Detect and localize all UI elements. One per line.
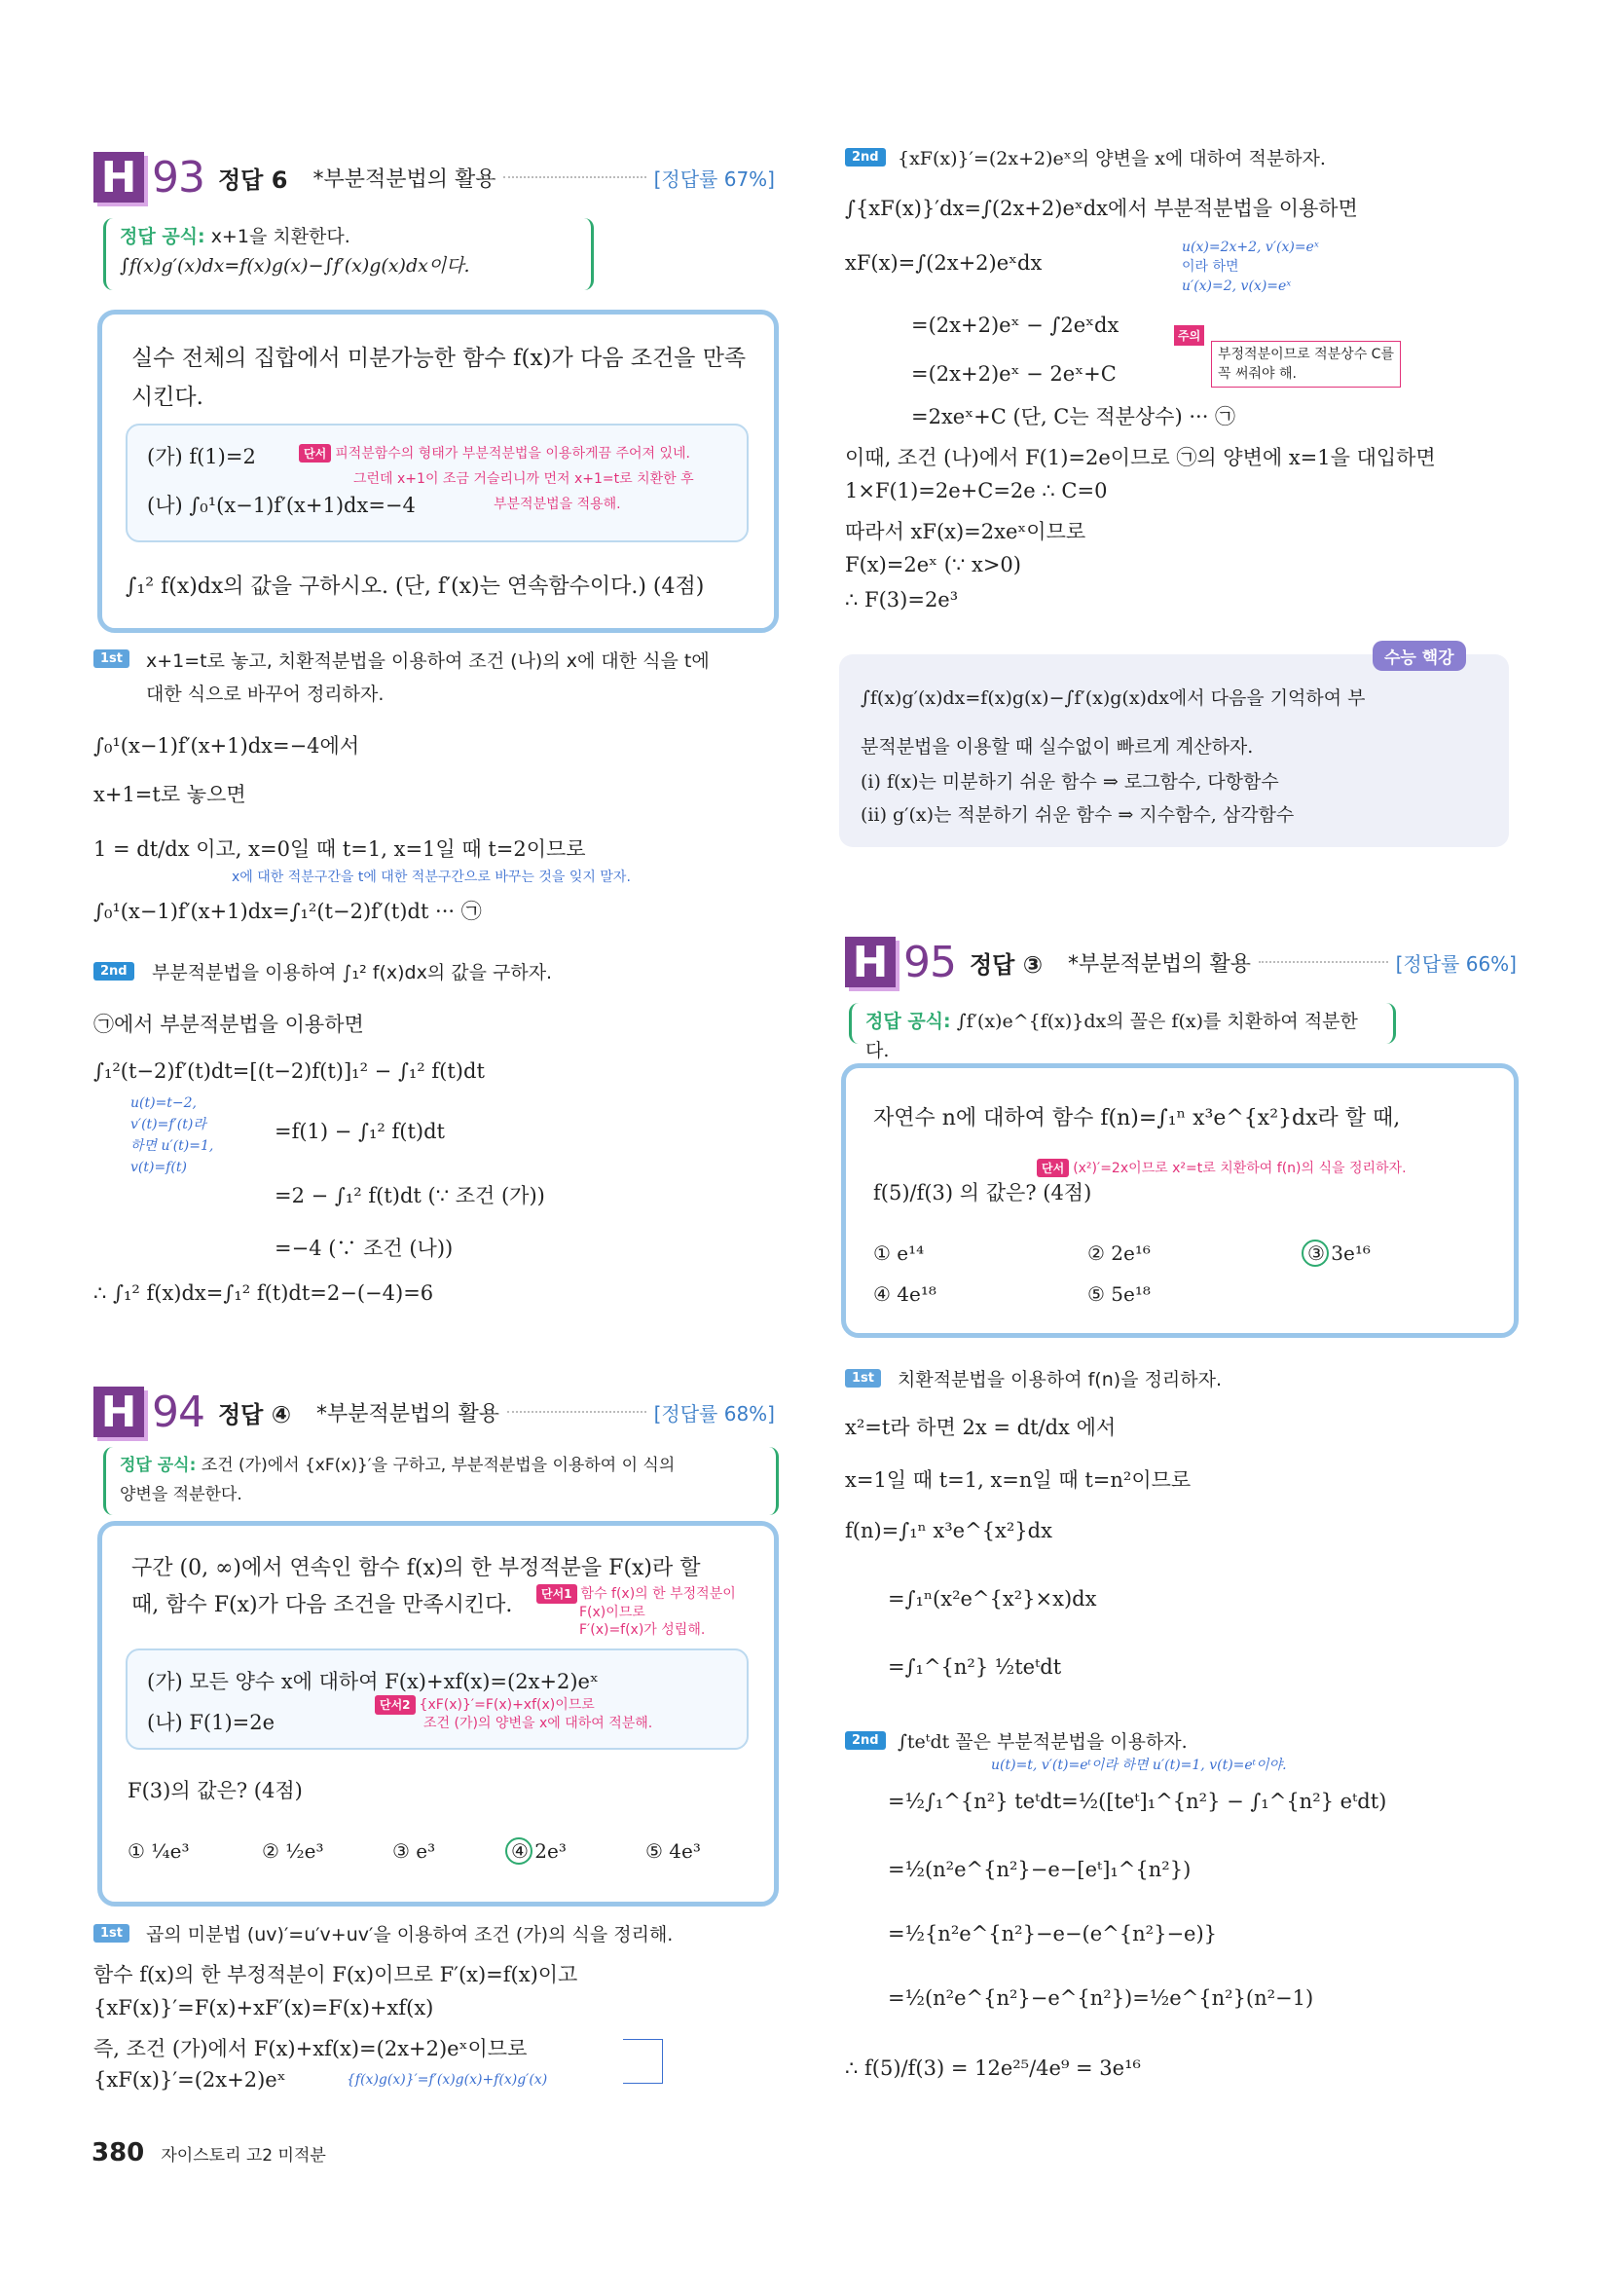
h94-formula-label: 정답 공식: (120, 1456, 197, 1475)
h93-cond-na: (나) ∫₀¹(x−1)f′(x+1)dx=−4 (147, 494, 416, 517)
h94-rate: [정답률 68%] (653, 1401, 775, 1426)
h95-step2-tag: 2nd (845, 1731, 886, 1750)
h93-question: ∫₁² f(x)dx의 값을 구하시오. (단, f′(x)는 연속함수이다.) (4점) (126, 574, 705, 599)
exam-tip-line-4: (ⅱ) g′(x)는 적분하기 쉬운 함수 ⇒ 지수함수, 삼각함수 (861, 804, 1295, 826)
h93-step2-tag: 2nd (93, 962, 134, 981)
exam-tip-line-1: ∫f(x)g′(x)dx=f(x)g(x)−∫f′(x)g(x)dx에서 다음을 기억하여 부 (861, 687, 1366, 709)
h93-sol-4: ∫₀¹(x−1)f′(x+1)dx=∫₁²(t−2)f′(t)dt ··· ㉠ (93, 900, 482, 923)
h94-hint2 (375, 1695, 652, 1732)
h93-hint-2: 그런데 x+1이 조금 거슬리니까 먼저 x+1=t로 치환한 후 (353, 471, 694, 487)
h94-choice-3[interactable]: ③ e³ (392, 1839, 436, 1863)
h94-sol-4: {xF(x)}′=(2x+2)eˣ (93, 2068, 286, 2092)
h93-hint-text-1: 피적분함수의 형태가 부분적분법을 이용하게끔 주어져 있네. (335, 446, 690, 462)
h93-number: 93 (152, 152, 204, 203)
h94-r2-note-2: 이라 하면 (1182, 259, 1239, 275)
h94-sol-3: 즉, 조건 (가)에서 F(x)+xf(x)=(2x+2)eˣ이므로 (93, 2037, 528, 2060)
h95-choice-4[interactable]: ④ 4e¹⁸ (873, 1282, 936, 1306)
h95-sol-5: =∫₁^{n²} ½teᵗdt (888, 1655, 1062, 1679)
h95-formula-box (849, 1003, 1396, 1061)
h94-sol-r5: =2xeˣ+C (단, C는 적분상수) ··· ㉠ (911, 405, 1236, 428)
h93-sol-6: ∫₁²(t−2)f′(t)dt=[(t−2)f(t)]₁² − ∫₁² f(t)dt (93, 1059, 485, 1083)
h95-sol-6-note: u(t)=t, v′(t)=eᵗ이라 하면 u′(t)=1, v(t)=eᵗ이야. (991, 1758, 1287, 1773)
h94-caution-tag: 주의 (1174, 325, 1204, 346)
h93-note-line-1: u(t)=t−2, (130, 1095, 198, 1111)
h95-badge: H (845, 937, 896, 987)
h94-r2-note-3: u′(x)=2, v(x)=eˣ (1182, 278, 1292, 294)
h94-number: 94 (152, 1387, 204, 1437)
exam-tip-line-3: (ⅰ) f(x)는 미분하기 쉬운 함수 ⇒ 로그함수, 다항함수 (861, 771, 1279, 793)
h93-sol-2: x+1=t로 놓으면 (93, 783, 246, 806)
h94-caution-line-1: 부정적분이므로 적분상수 C를 (1218, 347, 1394, 362)
h93-problem-box (97, 310, 779, 633)
h94-cond-ga: (가) 모든 양수 x에 대하여 F(x)+xf(x)=(2x+2)eˣ (147, 1670, 599, 1693)
h95-choice-2[interactable]: ② 2e¹⁶ (1087, 1241, 1151, 1265)
h95-choice-5[interactable]: ⑤ 5e¹⁸ (1087, 1282, 1151, 1306)
h95-sol-6: =½∫₁^{n²} teᵗdt=½([teᵗ]₁^{n²} − ∫₁^{n²} eᵗdt) (888, 1790, 1387, 1813)
h93-sol-3: 1 = dt/dx 이고, x=0일 때 t=1, x=1일 때 t=2이므로 (93, 837, 586, 861)
h95-problem-text-1: 자연수 n에 대하여 함수 f(n)=∫₁ⁿ x³e^{x²}dx라 할 때, (873, 1106, 1401, 1130)
h93-problem-text-2: 시킨다. (131, 385, 203, 410)
h94-choice-4-label: ④ 2e³ (511, 1839, 567, 1863)
h93-hint-tag: 단서 (299, 444, 331, 463)
h94-leader-dots (507, 1411, 646, 1413)
h94-caution-line-2: 꼭 써줘야 해. (1218, 366, 1297, 382)
h94-answer-mark (505, 1837, 532, 1865)
h94-sol-2: {xF(x)}′=F(x)+xF′(x)=F(x)+xf(x) (93, 1996, 434, 2019)
h95-sol-7: =½(n²e^{n²}−e−[eᵗ]₁^{n²}) (888, 1858, 1192, 1881)
h95-formula-label: 정답 공식: (865, 1011, 951, 1032)
h94-sol-4-note: {f(x)g(x)}′=f′(x)g(x)+f(x)g′(x) (347, 2072, 548, 2088)
h94-caution-box (1211, 341, 1401, 388)
h94-question: F(3)의 값은? (4점) (128, 1779, 303, 1802)
h94-problem-text-2: 때, 함수 F(x)가 다음 조건을 만족시킨다. (131, 1593, 513, 1617)
h94-sol-r2: xF(x)=∫(2x+2)eˣdx (845, 251, 1043, 275)
h94-r2-note-1: u(x)=2x+2, v′(x)=eˣ (1182, 240, 1319, 255)
h93-formula-1: x+1을 치환한다. (210, 226, 350, 247)
h94-choice-4[interactable] (511, 1839, 567, 1863)
h95-sol-4: =∫₁ⁿ(x²e^{x²}×x)dx (888, 1587, 1097, 1611)
h93-answer: 정답 6 (218, 166, 288, 194)
h93-sol-7: =f(1) − ∫₁² f(t)dt (275, 1120, 445, 1143)
h95-hint-text: (x²)′=2x이므로 x²=t로 치환하여 f(n)의 식을 정리하자. (1073, 1161, 1407, 1176)
h94-sol-r8: 따라서 xF(x)=2xeˣ이므로 (845, 520, 1086, 543)
h93-note-line-3: 하면 u′(t)=1, (130, 1138, 214, 1154)
h94-hint1-line-1: 함수 f(x)의 한 부정적분이 (580, 1586, 736, 1602)
h94-hint1 (536, 1584, 736, 1639)
h94-header (93, 1383, 775, 1441)
h94-hint2-line-1: {xF(x)}′=F(x)+xf(x)이므로 (419, 1697, 595, 1713)
h95-hint (1037, 1158, 1407, 1177)
h94-cond-na: (나) F(1)=2e (147, 1711, 275, 1734)
h95-leader-dots (1259, 961, 1388, 963)
h94-step2-tag: 2nd (845, 148, 886, 167)
h93-formula-label: 정답 공식: (120, 226, 205, 247)
h94-problem-text-1: 구간 (0, ∞)에서 연속인 함수 f(x)의 한 부정적분을 F(x)라 할 (131, 1556, 701, 1580)
h95-header (845, 933, 1517, 991)
h93-hint-3: 부분적분법을 적용해. (494, 497, 621, 512)
h93-badge: H (93, 152, 144, 203)
h95-rate: [정답률 66%] (1395, 951, 1517, 976)
h95-sol-10: ∴ f(5)/f(3) = 12e²⁵/4e⁹ = 3e¹⁶ (845, 2056, 1141, 2080)
page-number: 380 (92, 2138, 145, 2167)
page-footer (92, 2138, 326, 2167)
h93-sol-5: ㉠에서 부분적분법을 이용하면 (93, 1013, 364, 1036)
h94-choice-1[interactable]: ① ¼e³ (128, 1839, 190, 1863)
h93-formula-box (103, 218, 594, 290)
h95-sol-3: f(n)=∫₁ⁿ x³e^{x²}dx (845, 1519, 1052, 1542)
h94-sol-r7: 1×F(1)=2e+C=2e ∴ C=0 (845, 479, 1108, 502)
h95-hint-tag: 단서 (1037, 1159, 1069, 1177)
h93-note-line-4: v(t)=f(t) (130, 1160, 187, 1175)
h95-answer-mark (1302, 1240, 1329, 1267)
h94-formula-1: 조건 (가)에서 {xF(x)}′을 구하고, 부분적분법을 이용하여 이 식의 (201, 1456, 676, 1475)
h95-number: 95 (903, 937, 956, 987)
h94-formula-2: 양변을 적분한다. (120, 1485, 242, 1504)
h93-hint-1 (299, 443, 690, 463)
h94-step1-tag: 1st (93, 1924, 129, 1943)
h93-sol-3-note: x에 대한 적분구간을 t에 대한 적분구간으로 바꾸는 것을 잊지 말자. (232, 870, 631, 885)
exam-tip-tag: 수능 핵강 (1373, 641, 1466, 671)
h94-sol-r1: ∫{xF(x)}′dx=∫(2x+2)eˣdx에서 부분적분법을 이용하면 (845, 197, 1358, 220)
h94-sol-r4: =(2x+2)eˣ − 2eˣ+C (911, 362, 1117, 386)
h95-formula-1: ∫f′(x)e^{f(x)}dx의 꼴은 f(x)를 치환하여 적분한다. (865, 1011, 1358, 1061)
h94-answer: 정답 ④ (218, 1400, 292, 1428)
h94-sol-r6: 이때, 조건 (나)에서 F(1)=2e이므로 ㉠의 양변에 x=1을 대입하면 (845, 446, 1436, 469)
h93-cond-ga: (가) f(1)=2 (147, 445, 256, 468)
h94-sol-r2-note (1182, 238, 1319, 296)
h93-sol-9: =−4 (∵ 조건 (나)) (275, 1237, 454, 1260)
h94-choice-2[interactable]: ② ½e³ (262, 1839, 324, 1863)
h93-formula-2: ∫f(x)g′(x)dx=f(x)g(x)−∫f′(x)g(x)dx이다. (120, 255, 470, 277)
h93-note-line-2: v′(t)=f′(t)라 (130, 1117, 206, 1132)
h95-answer: 정답 ③ (970, 950, 1044, 979)
h94-note-bracket (623, 2039, 663, 2084)
h95-problem-box (841, 1063, 1519, 1338)
h95-sol-2: x=1일 때 t=1, x=n일 때 t=n²이므로 (845, 1468, 1192, 1492)
h93-sol-6-note (130, 1092, 213, 1178)
h94-sol-r10: ∴ F(3)=2e³ (845, 588, 959, 611)
h94-sol-r3: =(2x+2)eˣ − ∫2eˣdx (911, 314, 1119, 337)
h94-choice-5[interactable]: ⑤ 4e³ (645, 1839, 701, 1863)
h94-hint2-line-2: 조건 (가)의 양변을 x에 대하여 적분해. (423, 1716, 653, 1731)
h94-topic: *부분적분법의 활용 (316, 1401, 500, 1426)
h93-rate: [정답률 67%] (653, 167, 775, 191)
h95-step1-tag: 1st (845, 1369, 881, 1388)
h94-sol-r9: F(x)=2eˣ (∵ x>0) (845, 553, 1021, 576)
h95-choice-3[interactable] (1307, 1241, 1371, 1265)
h95-question: f(5)/f(3) 의 값은? (4점) (873, 1181, 1092, 1204)
h95-sol-8: =½{n²e^{n²}−e−(e^{n²}−e)} (888, 1922, 1218, 1945)
h93-sol-1: ∫₀¹(x−1)f′(x+1)dx=−4에서 (93, 734, 360, 758)
h95-topic: *부분적분법의 활용 (1068, 951, 1252, 977)
h93-step1-tag: 1st (93, 649, 129, 668)
book-title: 자이스토리 고2 미적분 (161, 2146, 326, 2166)
h93-step1-text-a: x+1=t로 놓고, 치환적분법을 이용하여 조건 (나)의 x에 대한 식을 t에 (146, 650, 710, 672)
h95-choice-3-label: ③ 3e¹⁶ (1307, 1241, 1371, 1265)
h94-step1-text: 곱의 미분법 (uv)′=u′v+uv′을 이용하여 조건 (가)의 식을 정리해. (146, 1924, 674, 1945)
h95-step2-text: ∫teᵗdt 꼴은 부분적분법을 이용하자. (898, 1731, 1188, 1753)
h94-hint1-tag: 단서1 (536, 1584, 577, 1604)
h94-badge: H (93, 1387, 144, 1437)
h94-problem-box (97, 1521, 779, 1907)
h93-problem-text-1: 실수 전체의 집합에서 미분가능한 함수 f(x)가 다음 조건을 만족 (131, 346, 747, 371)
h94-hint1-line-3: F′(x)=f(x)가 성립해. (579, 1622, 706, 1638)
h93-step1-text-b: 대한 식으로 바꾸어 정리하자. (146, 684, 385, 705)
h93-sol-8: =2 − ∫₁² f(t)dt (∵ 조건 (가)) (275, 1184, 545, 1207)
h95-sol-9: =½(n²e^{n²}−e^{n²})=½e^{n²}(n²−1) (888, 1986, 1314, 2010)
h94-hint1-line-2: F(x)이므로 (579, 1605, 645, 1620)
h93-header (93, 148, 775, 206)
h95-sol-1: x²=t라 하면 2x = dt/dx 에서 (845, 1416, 1117, 1439)
exam-tip-line-2: 분적분법을 이용할 때 실수없이 빠르게 계산하자. (861, 736, 1254, 758)
h93-sol-10: ∴ ∫₁² f(x)dx=∫₁² f(t)dt=2−(−4)=6 (93, 1281, 434, 1305)
h94-step2-text: {xF(x)}′=(2x+2)eˣ의 양변을 x에 대하여 적분하자. (898, 148, 1326, 169)
h93-conditions-box (126, 424, 749, 542)
exam-tip-box (839, 648, 1509, 847)
h95-choice-1[interactable]: ① e¹⁴ (873, 1241, 925, 1265)
h93-topic: *부분적분법의 활용 (312, 167, 496, 192)
h93-leader-dots (503, 176, 645, 178)
h94-sol-1: 함수 f(x)의 한 부정적분이 F(x)이므로 F′(x)=f(x)이고 (93, 1963, 578, 1986)
h93-step2-text: 부분적분법을 이용하여 ∫₁² f(x)dx의 값을 구하자. (152, 962, 553, 983)
h94-formula-box (103, 1447, 779, 1515)
h95-step1-text: 치환적분법을 이용하여 f(n)을 정리하자. (898, 1369, 1223, 1390)
h94-conditions-box (126, 1648, 749, 1750)
h94-hint2-tag: 단서2 (375, 1695, 416, 1715)
